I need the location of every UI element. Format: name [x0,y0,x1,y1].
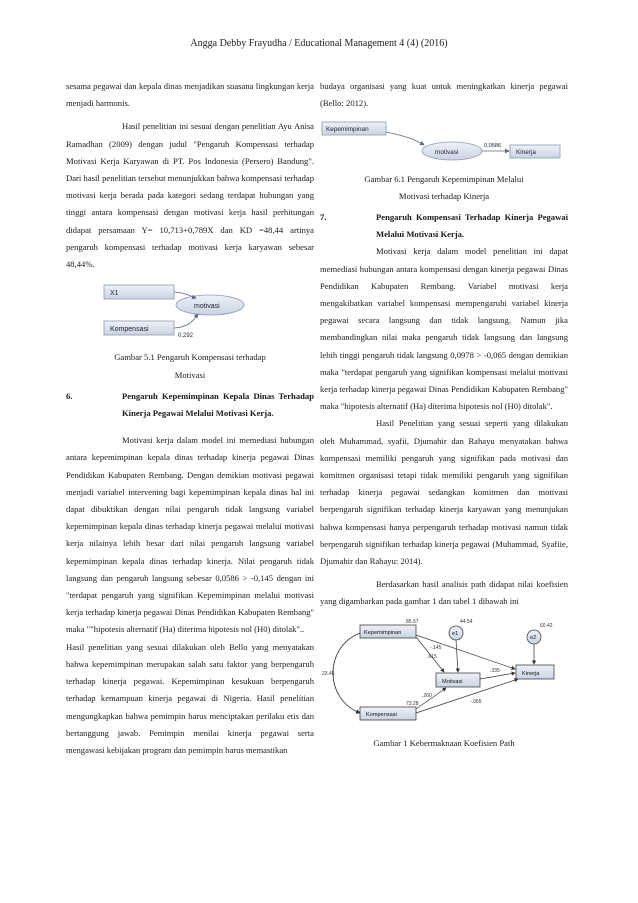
figure-5-1-caption-line-1: Gambar 5.1 Pengaruh Kompensasi terhadap [114,352,266,363]
figure-6-1 [320,118,568,205]
kep-kin-coef: -.145 [430,644,442,651]
section-6-number: 6. [66,390,73,401]
figure-5-1-diagram [66,279,314,343]
kep-mot-coef: .615 [427,653,437,660]
coef-label-6: 0,0586 [484,143,502,150]
kinerja-label: Kinerja [516,149,536,157]
kepemimpinan-label: Kepemimpinan [326,126,369,134]
x1-label: X1 [110,290,119,298]
covariance-curve [333,633,360,713]
e2-variance: 60.42 [540,622,553,629]
right-paragraph-1: budaya organisasi yang kuat untuk meningkatkan kinerja pegawai (Bello: 2012). [320,81,568,109]
kepemimpinan-motivasi-arrow [386,132,424,145]
mot-kin-coef: .335 [490,667,500,674]
komp-kin-coef: -.065 [470,698,482,705]
figure-6-1-diagram [320,118,568,164]
e1-variance: 44.54 [460,618,473,625]
right-column [320,78,568,756]
covariance-value: 23.45 [322,670,335,677]
figure-5-1-caption-line-2: Motivasi [174,369,206,380]
right-paragraph-3: Hasil Penelitian yang sesuai seperti yang dilakukan oleh Muhammad, syafii, Djumahir dan Rahayu menyatakan bahwa kompensasi memiliki pengaruh yang signifikan pada motivasi dan komitmen organisasi tetapi tidak memiliki pengaruh yang signifikan terhadap kinerja pegawai sedangkan komitmen dan motivasi berpengaruh signifikan terhadap kinerja karyawan yang menunjukan bahwa kompensasi hanya perpengaruh terhadap motivasi namun tidak berpengaruh signifikan terhadap kinerja pegawai (Muhammad, Syafiie, Djumahir dan Rahayu: 2014). [320,418,568,567]
left-paragraph-4: Hasil penelitian yang sesuai dilakukan oleh Bello yang menyatakan bahwa kepemimpinan merupakan salah satu faktor yang berpengaruh terhadap kinerja pegawai. Kepemimpinan kesukuan berpengaruh terhadap kemampuan kinerja pegawai di Nigeria. Hasil penelitian mengungkapkan bahwa pemimpin harus menciptakan perilaku etis dan bertanggung jawab. Pemimpin menilai kinerja pegawai serta mengawasi kebijakan program dan pemimpin harus memastikan [66,641,314,755]
motivasi-label: motivasi [194,303,220,311]
motivasi-node-label: Motivasi [442,678,463,685]
figure-5-1 [66,279,314,384]
left-column [66,78,314,759]
motivasi-label-6: motivasi [435,149,459,157]
coef-label: 0,292 [178,333,194,340]
kepemimpinan-variance: 85.67 [406,618,419,625]
kepemimpinan-node-label: Kepemimpinan [364,629,402,636]
right-paragraph-2: Motivasi kerja dalam model penelitian ini dapat memediasi hubungan antara kompensasi dengan kinerja pegawai Dinas Pendidikan Kabupaten Rembang. Variabel motivasi kerja mengakibatkan variabel kompensasi mempengaruhi variabel kinerja pegawai secara langsung dan tidak langsung. Namun jika membandingkan nilai maka pengaruh tidak langsung dan langsung lebih tinggi pengaruh tidak langsung 0,0978 > -0,065 dengan demikian maka "terdapat pengaruh yang signifikan kompensasi melalui motivasi kerja terhadap kinerja pegawai Dinas Pendidikan Kabupaten Rembang" maka "hipotesis alternatif (Ha) diterima hipotesis nol (H0) ditolak". [320,246,568,412]
figure-6-1-caption-line-1: Gambar 6.1 Pengaruh Kepemimpinan Melalui [364,173,524,184]
e1-motivasi-path [456,640,458,672]
running-head: Angga Debby Frayudha / Educational Management 4 (4) (2016) [190,38,448,49]
right-paragraph-4: Berdasarkan hasil analisis path didapat nilai koefisien yang digambarkan pada gambar 1 dan tabel 1 dibawah ini [320,579,568,607]
kompensasi-motivasi-arrow [174,314,198,328]
section-7-number: 7. [320,212,327,223]
e1-label: e1 [452,630,459,637]
figure-1-caption: Gambar 1 Kebermaknaan Koefisien Path [373,737,515,748]
section-6-heading [66,388,314,422]
kompensasi-label: Kompensasi [110,326,149,334]
komp-mot-coef: .260 [422,692,432,699]
left-paragraph-2: Hasil penelitian ini sesuai dengan penelitian Ayu Anisa Ramadhan (2009) dengan judul "Pengaruh Kompensasi terhadap Motivasi Kerja Karyawan di PT. Pos Indonesia (Persero) Bandung". Dari hasil penelitian tersebut menunjukkan bahwa kompensasi terhadap motivasi kerja berada pada kategori sedang terdapat hubungan yang tinggi antara kompensasi dengan motivasi kerja hasil perhitungan didapat persamaan Y= 10,713+0,789X dan KD =48,44 artinya pengaruh kompensasi terhadap motivasi kerja karyawan sebesar 48,44%. [66,121,314,270]
kepemimpinan-kinerja-path [416,635,515,669]
e2-label: e2 [530,634,537,641]
section-6-title: Pengaruh Kepemimpinan Kepala Dinas Terhadap Kinerja Pegawai Melalui Motivasi Kerja. [122,390,314,419]
figure-6-1-caption-line-2: Motivasi terhadap Kinerja [398,190,490,201]
section-7-title: Pengaruh Kompensasi Terhadap Kinerja Pegawai Melalui Motivasi Kerja. [376,212,568,240]
kompensasi-node-label: Kompensasi [366,711,397,718]
kinerja-node-label: Kinerja [522,670,540,677]
figure-1-path-diagram [320,617,568,752]
x1-motivasi-arrow [174,292,196,298]
left-paragraph-1: sesama pegawai dan kepala dinas menjadikan suasana lingkungan kerja menjadi harmonis. [66,81,314,109]
kompensasi-variance: 73.28 [406,700,419,707]
section-7-heading [320,209,568,243]
figure-1-diagram [320,617,568,729]
left-paragraph-3: Motivasi kerja dalam model ini memediasi hubungan antara kepemimpinan kepala dinas terhadap kinerja pegawai Dinas Pendidikan Kabupaten Rembang. Dengan demikian motivasi pegawai menjadi variabel intervening bagi kepemimpinan kepala dinas hal ini dapat dibuktikan dengan nilai pengaruh tidak langsung variabel kepemimpinan kepala dinas terhadap kinerja pegawai melalui motivasi kerja nilainya lebih besar dari nilai pengaruh langsung variabel kepemimpinan kepala dinas terhadap kinerja. Nilai pengaruh tidak langsung dan pengaruh langsung sebesar 0,0586 > -0,145 dengan ini "terdapat pengaruh yang signifikan Kepemimpinan melalui motivasi kerja terhadap kinerja pegawai Dinas Pendidikan Kabupaten Rembang" maka ""hipotesis alternatif (Ha) diterima hipotesis nol (H0) ditolak".. [66,435,314,635]
